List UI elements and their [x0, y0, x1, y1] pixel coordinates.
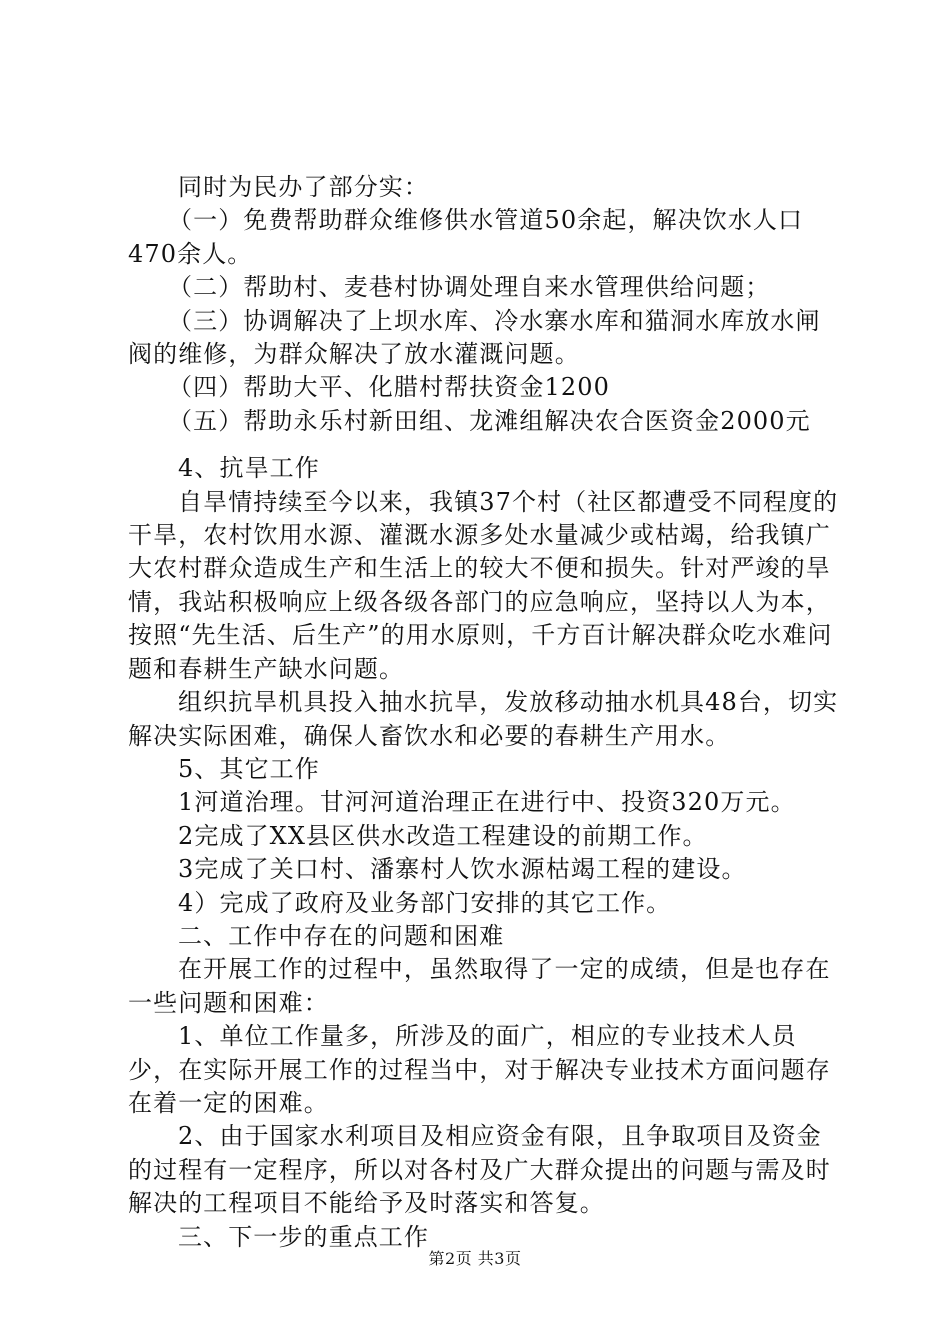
list-item-5: （五）帮助永乐村新田组、龙滩组解决农合医资金2000元 — [168, 406, 811, 435]
list-item-4: （四）帮助大平、化腊村帮扶资金1200 — [168, 373, 610, 402]
list-item-3: （三）协调解决了上坝水库、冷水寨水库和猫洞水库放水闸阀的维修，为群众解决了放水灌溉问题。 — [128, 306, 821, 369]
paragraph-drought-measures: 组织抗旱机具投入抽水抗旱，发放移动抽水机具48台，切实解决实际困难，确保人畜饮水和必要的春耕生产用水。 — [128, 688, 839, 750]
list-item-1: （一）免费帮助群众维修供水管道50余起，解决饮水人口470余人。 — [128, 206, 804, 268]
section-heading-problems: 二、工作中存在的问题和困难 — [178, 921, 505, 950]
paragraph-problem-2: 2、由于国家水利项目及相应资金有限，且争取项目及资金的过程有一定程序，所以对各村及广大群众提出的问题与需及时解决的工程项目不能给予及时落实和答复。 — [128, 1122, 831, 1218]
list-item-2: （二）帮助村、麦巷村协调处理自来水管理供给问题； — [168, 273, 771, 302]
paragraph-other-3: 3完成了关口村、潘寨村人饮水源枯竭工程的建设。 — [178, 855, 747, 884]
paragraph-problem-1: 1、单位工作量多，所涉及的面广，相应的专业技术人员少，在实际开展工作的过程当中，对于解决专业技术方面问题存在着一定的困难。 — [128, 1022, 831, 1117]
paragraph-other-1: 1河道治理。甘河河道治理正在进行中、投资320万元。 — [178, 788, 796, 817]
document-body — [128, 171, 840, 1254]
paragraph-spacer — [128, 438, 840, 452]
page-footer: 第2页 共3页 — [428, 1249, 522, 1268]
paragraph-intro: 同时为民办了部分实： — [178, 173, 429, 201]
section-heading-next-steps: 三、下一步的重点工作 — [178, 1222, 429, 1251]
paragraph-drought-situation: 自旱情持续至今以来，我镇37个村（社区都遭受不同程度的干旱，农村饮用水源、灌溉水源多处水量减少或枯竭，给我镇广大农村群众造成生产和生活上的较大不便和损失。针对严竣的旱情，我站积极响应上级各级各部门的应急响应，坚持以人为本，按照“先生活、后生产”的用水原则，千方百计解决群众吃水难问题和春耕生产缺水问题。 — [128, 487, 839, 683]
paragraph-other-2: 2完成了XX县区供水改造工程建设的前期工作。 — [178, 821, 708, 850]
section-heading-drought: 4、抗旱工作 — [178, 454, 320, 483]
paragraph-other-4: 4）完成了政府及业务部门安排的其它工作。 — [178, 888, 672, 917]
section-heading-other-work: 5、其它工作 — [178, 754, 320, 783]
paragraph-problems-intro: 在开展工作的过程中，虽然取得了一定的成绩，但是也存在一些问题和困难： — [128, 955, 831, 1017]
